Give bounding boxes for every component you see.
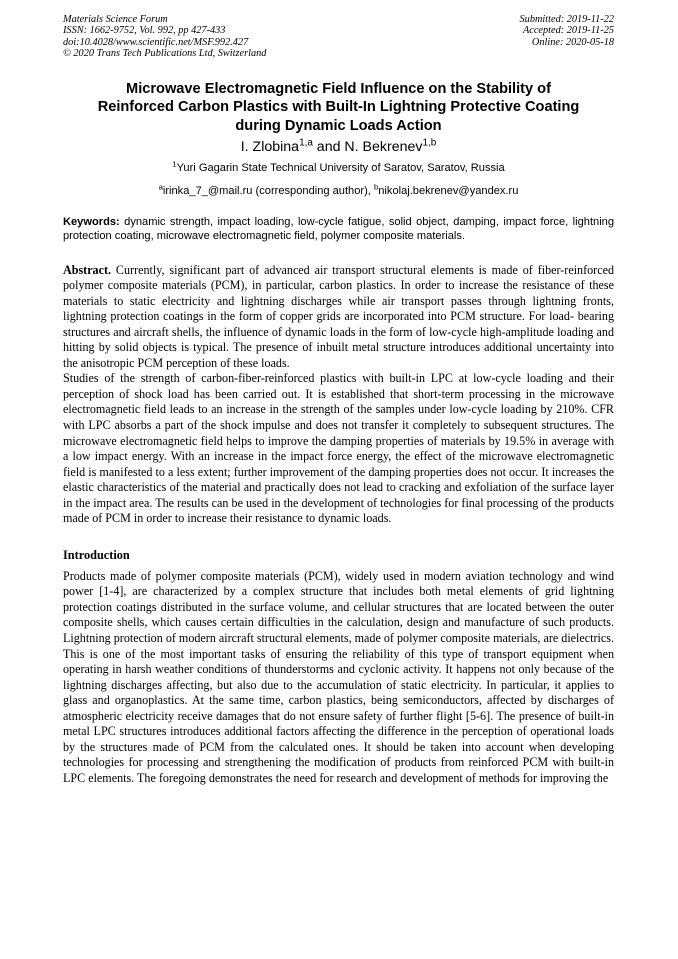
author-zlobina-affil: 1,a	[299, 137, 313, 149]
keywords-section	[63, 215, 614, 243]
email-zlobina[interactable]: irinka_7_@mail.ru (corresponding author),	[162, 185, 374, 198]
paper-title	[63, 80, 614, 136]
author-list	[63, 138, 614, 157]
affiliation-marker: 1	[172, 159, 177, 169]
abstract-text-1: Currently, significant part of advanced air transport structural elements is made of fiber-reinforced polymer composite materials (PCM), in particular, carbon plastics. In order to increase the resistance of these materials to static electricity and lightning discharges while air transport passes through lightning fronts, lightning protection coatings in the form of copper grids are incorporated into PCM structure. For load- bearing structures and aircraft shells, the influence of dynamic loads in the form of low-cycle high-amplitude loading and hitting by solid objects is typical. The presence of inbuilt metal structure introduces additional uncertainty into the anisotropic PCM perception of these loads.	[63, 262, 614, 370]
email-a-marker: a	[158, 182, 163, 192]
paper-page	[63, 14, 614, 786]
email-bekrenev[interactable]: nikolaj.bekrenev@yandex.ru	[378, 185, 519, 198]
issn-line: ISSN: 1662-9752, Vol. 992, pp 427-433	[63, 25, 226, 37]
journal-name: Materials Science Forum	[63, 14, 168, 25]
author-bekrenev-affil: 1,b	[422, 137, 437, 149]
author-emails	[63, 184, 614, 198]
email-b-marker: b	[373, 182, 379, 192]
author-zlobina: I. Zlobina	[240, 139, 300, 156]
copyright-line: © 2020 Trans Tech Publications Ltd, Switzerland	[63, 48, 267, 60]
introduction-paragraph-1: Products made of polymer composite materials (PCM), widely used in modern aviation technology and wind power [1-4], are characterized by a complex structure that includes both metal elements of grid lightning protection coatings distributed in the surface volume, and cellular structures that are located between the outer composite shells, which causes certain difficulties in the calculation, design and manufacture of such products. Lightning protection of modern aircraft structural elements, made of polymer composite materials, are dielectrics. This is one of the most important tasks of ensuring the reliability of this type of transport equipment when operating in harsh weather conditions of thunderstorms and cyclonic activity. It happens not only because of the lightning discharges affecting, but also due to the accumulation of static electricity. In particular, it applies to glass and organoplastics. At the same time, carbon plastics, being semiconductors, affected by discharges of atmospheric electricity receive damages that do not ensure safety of further flight [5-6]. The presence of built-in metal LPC structures introduces additional factors affecting the difference in the perception of operational loads by the structures made of PCM from the calculated ones. It should be taken into account when developing technologies for processing and strengthening the modification of products from reinforced PCM with built-in LPC elements. The foregoing demonstrates the need for research and development of methods for improving the	[63, 568, 614, 785]
abstract-paragraph-2: Studies of the strength of carbon-fiber-reinforced plastics with built-in LPC at low-cycle loading and their perception of shock load has been carried out. It is established that short-term processing in the microwave electromagnetic field leads to an increase in the strength of the samples under low-cycle loading by 210%. CFR with LPC absorbs a part of the shock impulse and does not transfer it completely to subsequent structures. The microwave electromagnetic field helps to improve the damping properties of materials by 19.5% in average with a low impact energy. With an increase in the impact force energy, the effect of the microwave electromagnetic field is manifested to a less extent; further improvement of the damping properties does not occur. It increases the elastic characteristics of the material and practically does not lead to cracking and exfoliation of the surface layer in the impact area. The results can be used in the development of technologies for final processing of the products made of PCM in order to increase their resistance to dynamic loads.	[63, 371, 614, 526]
title-line-1: Microwave Electromagnetic Field Influence on the Stability of	[126, 80, 551, 97]
author-conjunction: and	[312, 139, 345, 156]
introduction-section	[63, 569, 614, 787]
online-date: Online: 2020-05-18	[531, 36, 614, 48]
journal-info	[63, 14, 266, 60]
doi-line: doi:10.4028/www.scientific.net/MSF.992.427	[63, 36, 249, 48]
author-bekrenev: N. Bekrenev	[344, 139, 423, 156]
title-line-3: during Dynamic Loads Action	[235, 117, 442, 134]
keywords-label: Keywords:	[63, 216, 120, 229]
abstract-section	[63, 263, 614, 527]
affiliation	[63, 161, 614, 175]
accepted-date: Accepted: 2019-11-25	[522, 25, 614, 37]
abstract-label: Abstract.	[63, 262, 112, 277]
keywords-text: dynamic strength, impact loading, low-cycle fatigue, solid object, damping, impact force, lightning protection coating, microwave electromagnetic field, polymer composite materials.	[63, 216, 614, 243]
introduction-heading: Introduction	[63, 547, 130, 562]
title-line-2: Reinforced Carbon Plastics with Built-In Lightning Protective Coating	[97, 99, 580, 116]
publication-header	[63, 14, 614, 60]
affiliation-text: Yuri Gagarin State Technical University of Saratov, Saratov, Russia	[176, 162, 505, 175]
abstract-paragraph-1	[63, 263, 614, 372]
publication-dates	[520, 14, 614, 60]
submitted-date: Submitted: 2019-11-22	[519, 14, 614, 25]
